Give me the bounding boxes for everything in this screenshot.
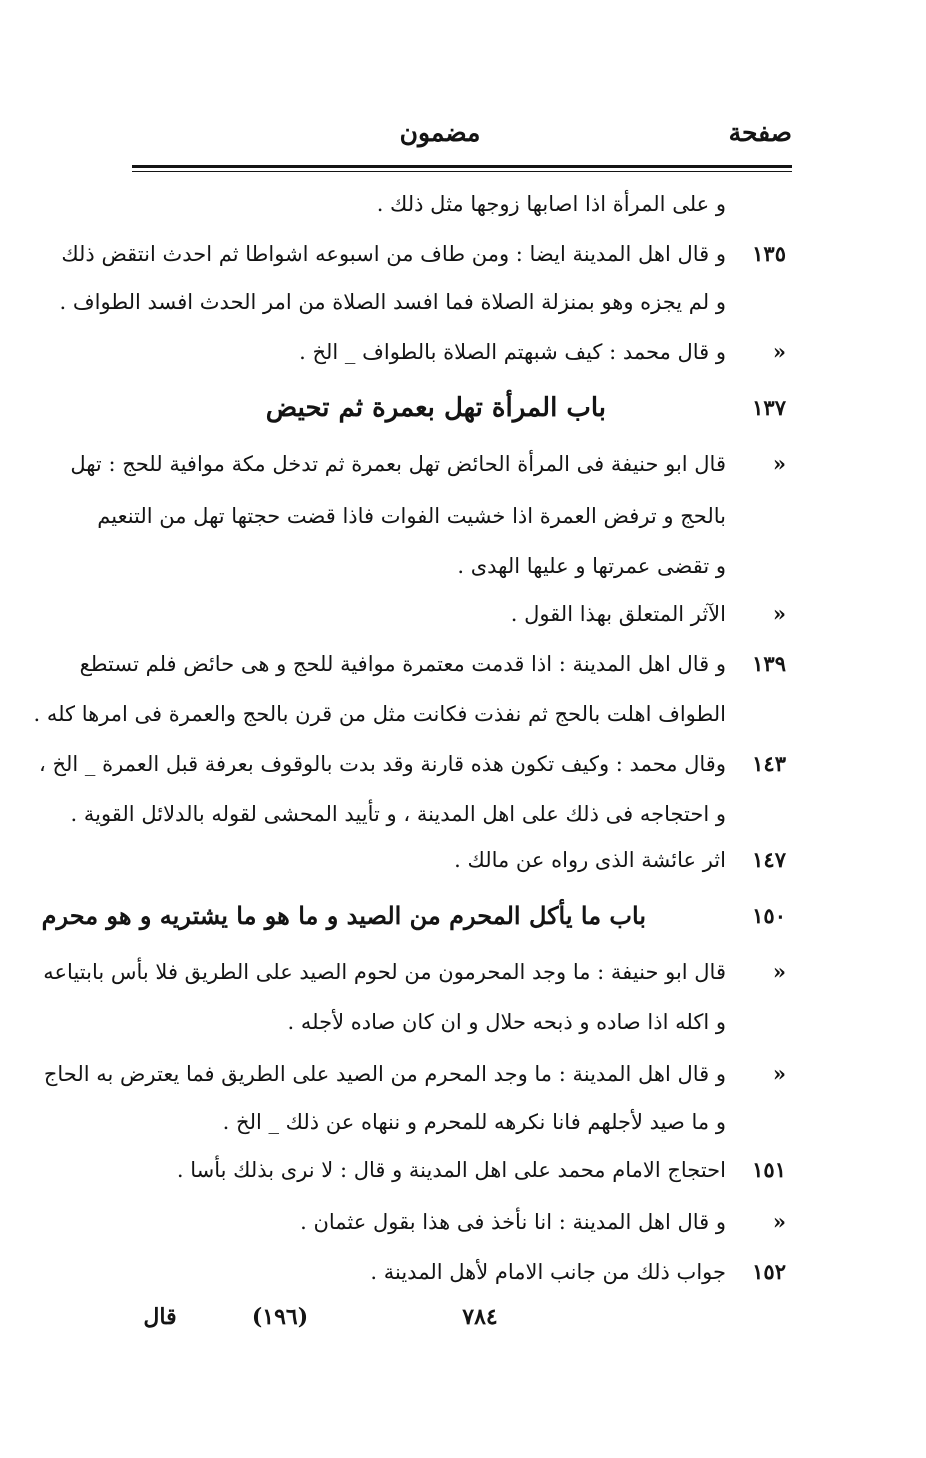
entry-number: « bbox=[772, 451, 786, 476]
header-rule-thick bbox=[132, 165, 792, 168]
entry-number: ١٤٧ bbox=[752, 847, 786, 872]
index-line bbox=[136, 1104, 786, 1140]
header-rule-thin bbox=[132, 171, 792, 172]
index-line bbox=[136, 548, 786, 584]
entry-text: قال ابو حنيفة : ما وجد المحرمون من لحوم الصيد على الطريق فلا بأس بابتياعه bbox=[43, 960, 726, 984]
index-line bbox=[70, 446, 786, 482]
entry-number: « bbox=[772, 1061, 786, 1086]
index-line bbox=[136, 334, 786, 370]
index-line bbox=[97, 498, 786, 534]
entry-number: « bbox=[772, 959, 786, 984]
index-line bbox=[136, 1254, 786, 1290]
entry-text: الآثر المتعلق بهذا القول . bbox=[510, 602, 726, 626]
entry-text: جواب ذلك من جانب الامام لأهل المدينة . bbox=[370, 1260, 726, 1284]
entry-text: و لم يجزه وهو بمنزلة الصلاة فما افسد الصلاة من امر الحدث افسد الطواف . bbox=[59, 290, 726, 314]
index-line bbox=[136, 842, 786, 878]
entry-text: اثر عائشة الذى رواه عن مالك . bbox=[454, 848, 726, 872]
index-line bbox=[59, 284, 786, 320]
chapter-heading bbox=[41, 898, 786, 934]
entry-text: و ما صيد لأجلهم فانا نكرهه للمحرم و ننهاه عن ذلك _ الخ . bbox=[222, 1110, 726, 1134]
header-page-column: صفحة bbox=[728, 118, 792, 147]
chapter-heading bbox=[136, 390, 786, 426]
entry-text: الطواف اهلت بالحج ثم نفذت فكانت مثل من قرن بالحج والعمرة فى امرها كله . bbox=[33, 702, 726, 726]
index-line bbox=[79, 646, 786, 682]
entry-number: « bbox=[772, 601, 786, 626]
entry-text: و قال اهل المدينة : اذا قدمت معتمرة موافية للحج و هى حائض فلم تستطع bbox=[79, 652, 726, 676]
index-line bbox=[136, 596, 786, 632]
entry-number: ١٥٠ bbox=[752, 903, 786, 928]
catchword: قال bbox=[143, 1304, 177, 1330]
chapter-title: باب ما يأكل المحرم من الصيد و ما هو ما يشتريه و هو محرم bbox=[41, 901, 646, 930]
entry-text: احتجاج الامام محمد على اهل المدينة و قال : لا نرى بذلك بأسا . bbox=[176, 1158, 726, 1182]
index-line bbox=[136, 1004, 786, 1040]
entry-number: ١٣٥ bbox=[752, 241, 786, 266]
entry-number: « bbox=[772, 1209, 786, 1234]
entry-text: و تقضى عمرتها و عليها الهدى . bbox=[457, 554, 726, 578]
entry-text: و اكله اذا صاده و ذبحه حلال و ان كان صاده لأجله . bbox=[287, 1010, 726, 1034]
signature-number: (١٩٦) bbox=[251, 1304, 309, 1330]
entry-text: قال ابو حنيفة فى المرأة الحائض تهل بعمرة ثم تدخل مكة موافية للحج : تهل bbox=[70, 452, 726, 476]
header-content-column: مضمون bbox=[399, 118, 481, 147]
entry-text: بالحج و ترفض العمرة اذا خشيت الفوات فاذا قضت حجتها تهل من التنعيم bbox=[97, 504, 726, 528]
index-line bbox=[136, 1152, 786, 1188]
index-line bbox=[70, 796, 786, 832]
entry-number: « bbox=[772, 339, 786, 364]
entry-text: وقال محمد : وكيف تكون هذه قارنة وقد بدت بالوقوف بعرفة قبل العمرة _ الخ ، bbox=[38, 752, 726, 776]
index-line bbox=[33, 696, 786, 732]
entry-text: و قال اهل المدينة : ما وجد المحرم من الصيد على الطريق فما يعترض به الحاج bbox=[43, 1062, 726, 1086]
entry-number: ١٤٣ bbox=[752, 751, 786, 776]
entry-text: و على المرأة اذا اصابها زوجها مثل ذلك . bbox=[376, 192, 726, 216]
entry-number: ١٣٧ bbox=[752, 395, 786, 420]
entry-number: ١٥٢ bbox=[752, 1259, 786, 1284]
entry-text: و احتجاجه فى ذلك على اهل المدينة ، و تأييد المحشى لقوله بالدلائل القوية . bbox=[70, 802, 726, 826]
page-number: ٧٨٤ bbox=[462, 1304, 498, 1330]
index-line bbox=[136, 186, 786, 222]
index-line bbox=[61, 236, 786, 272]
chapter-title: باب المرأة تهل بعمرة ثم تحيض bbox=[265, 393, 606, 423]
entry-text: و قال اهل المدينة ايضا : ومن طاف من اسبوعه اشواطا ثم احدث انتقض ذلك bbox=[61, 242, 726, 266]
index-line bbox=[38, 746, 786, 782]
index-line bbox=[43, 954, 786, 990]
entry-number: ١٣٩ bbox=[752, 651, 786, 676]
entry-text: و قال محمد : كيف شبهتم الصلاة بالطواف _ الخ . bbox=[299, 340, 726, 364]
index-line bbox=[136, 1204, 786, 1240]
index-line bbox=[43, 1056, 786, 1092]
entry-number: ١٥١ bbox=[752, 1157, 786, 1182]
entry-text: و قال اهل المدينة : انا نأخذ فى هذا بقول عثمان . bbox=[300, 1210, 726, 1234]
